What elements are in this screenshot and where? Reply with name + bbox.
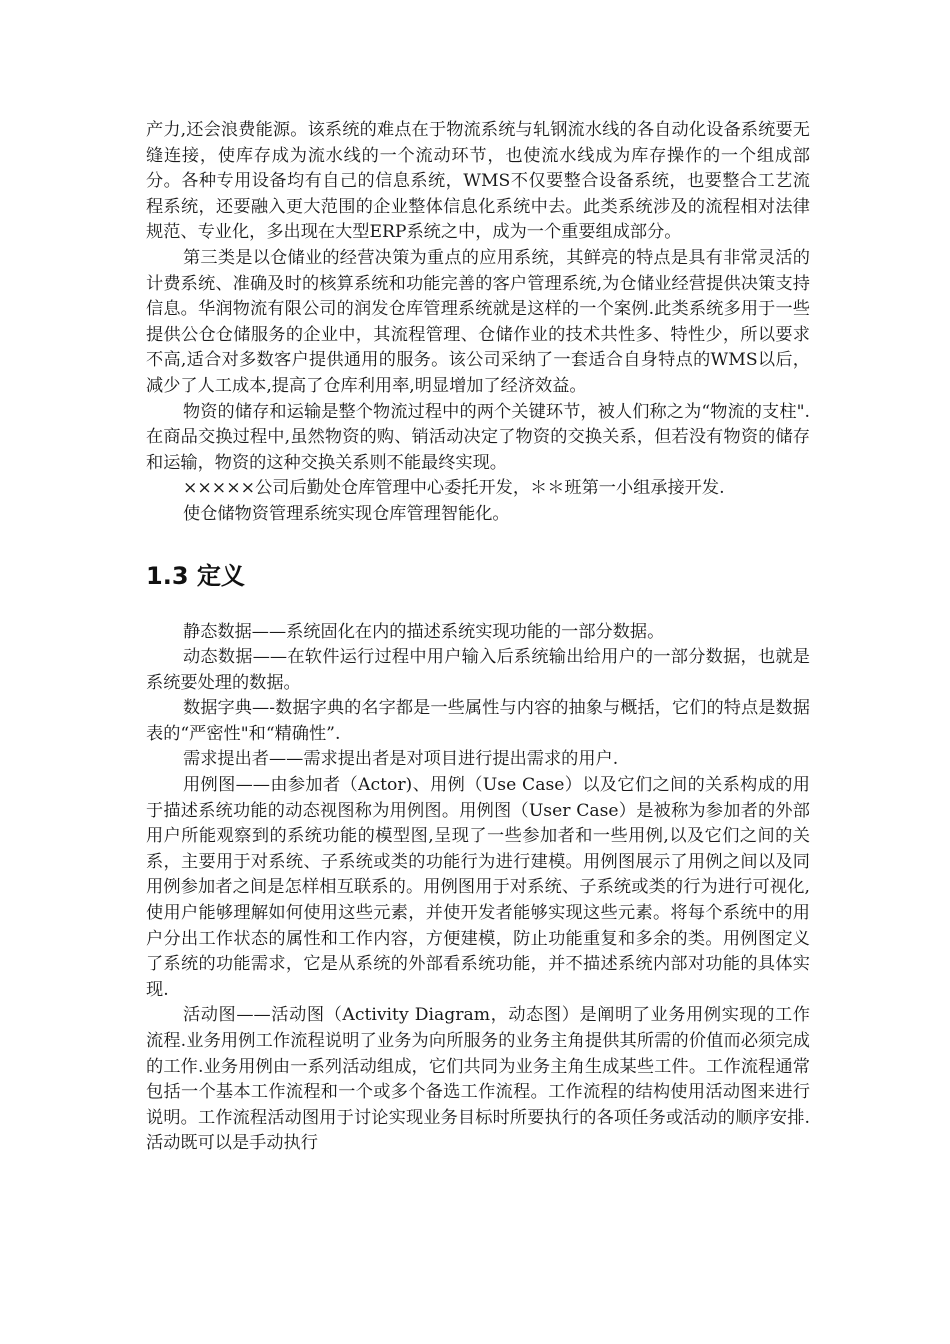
definition-static-data: 静态数据——系统固化在内的描述系统实现功能的一部分数据。 xyxy=(183,621,665,642)
definition-requirement-proposer: 需求提出者——需求提出者是对项目进行提出需求的用户. xyxy=(183,749,619,770)
paragraph-third-category: 第三类是以仓储业的经营决策为重点的应用系统，其鲜亮的特点是具有非常灵活的计费系统、准确及时的核算系统和功能完善的客户管理系统,为仓储业经营提供决策支持信息。华润物流有限公司的润发仓库管理系统就是这样的一个案例.此类系统多用于一些提供公仓仓储服务的企业中，其流程管理、仓储作业的技术共性多、特性少，所以要求不高,适合对多数客户提供通用的服务。该公司采纳了一套适合自身特点的WMS以后，减少了人工成本,提高了仓库利用率,明显增加了经济效益。 xyxy=(146,247,810,396)
paragraph-storage-transport: 物资的储存和运输是整个物流过程中的两个关键环节，被人们称之为“物流的支柱".在商品交换过程中,虽然物资的购、销活动决定了物资的交换关系，但若没有物资的储存和运输，物资的这种交换关系则不能最终实现。 xyxy=(146,401,810,473)
definitions-section xyxy=(146,618,810,1157)
paragraph-commission: ×××××公司后勤处仓库管理中心委托开发，＊＊班第一小组承接开发. xyxy=(183,478,725,499)
definition-activity-diagram: 活动图——活动图（Activity Diagram，动态图）是阐明了业务用例实现的工作流程.业务用例工作流程说明了业务为向所服务的业务主角提供其所需的价值而必须完成的工作.业务用例由一系列活动组成，它们共同为业务主角生成某些工件。工作流程通常包括一个基本工作流程和一个或多个备选工作流程。工作流程的结构使用活动图来进行说明。工作流程活动图用于讨论实现业务目标时所要执行的各项任务或活动的顺序安排.活动既可以是手动执行 xyxy=(146,1005,810,1154)
definition-use-case-diagram: 用例图——由参加者（Actor)、用例（Use Case）以及它们之间的关系构成的用于描述系统功能的动态视图称为用例图。用例图（User Case）是被称为参加者的外部用户所能观察到的系统功能的模型图,呈现了一些参加者和一些用例,以及它们之间的关系，主要用于对系统、子系统或类的功能行为进行建模。用例图展示了用例之间以及同用例参加者之间是怎样相互联系的。用例图用于对系统、子系统或类的行为进行可视化,使用户能够理解如何使用这些元素，并使开发者能够实现这些元素。将每个系统中的用户分出工作状态的属性和工作内容，方便建模，防止功能重复和多余的类。用例图定义了系统的功能需求，它是从系统的外部看系统功能，并不描述系统内部对功能的具体实现. xyxy=(146,775,810,1000)
intro-section xyxy=(146,118,810,528)
definition-data-dictionary: 数据字典—-数据字典的名字都是一些属性与内容的抽象与概括，它们的特点是数据表的“严密性"和“精确性”. xyxy=(146,698,810,744)
definition-dynamic-data: 动态数据——在软件运行过程中用户输入后系统输出给用户的一部分数据，也就是系统要处理的数据。 xyxy=(146,647,810,693)
section-heading-definitions: 1.3 定义 xyxy=(146,561,245,590)
paragraph-goal: 使仓储物资管理系统实现仓库管理智能化。 xyxy=(183,503,510,524)
paragraph-continuation: 产力,还会浪费能源。该系统的难点在于物流系统与轧钢流水线的各自动化设备系统要无缝连接，使库存成为流水线的一个流动环节，也使流水线成为库存操作的一个组成部分。各种专用设备均有自己的信息系统，WMS不仅要整合设备系统，也要整合工艺流程系统，还要融入更大范围的企业整体信息化系统中去。此类系统涉及的流程相对法律规范、专业化，多出现在大型ERP系统之中，成为一个重要组成部分。 xyxy=(146,120,810,243)
document-page xyxy=(146,118,810,1157)
